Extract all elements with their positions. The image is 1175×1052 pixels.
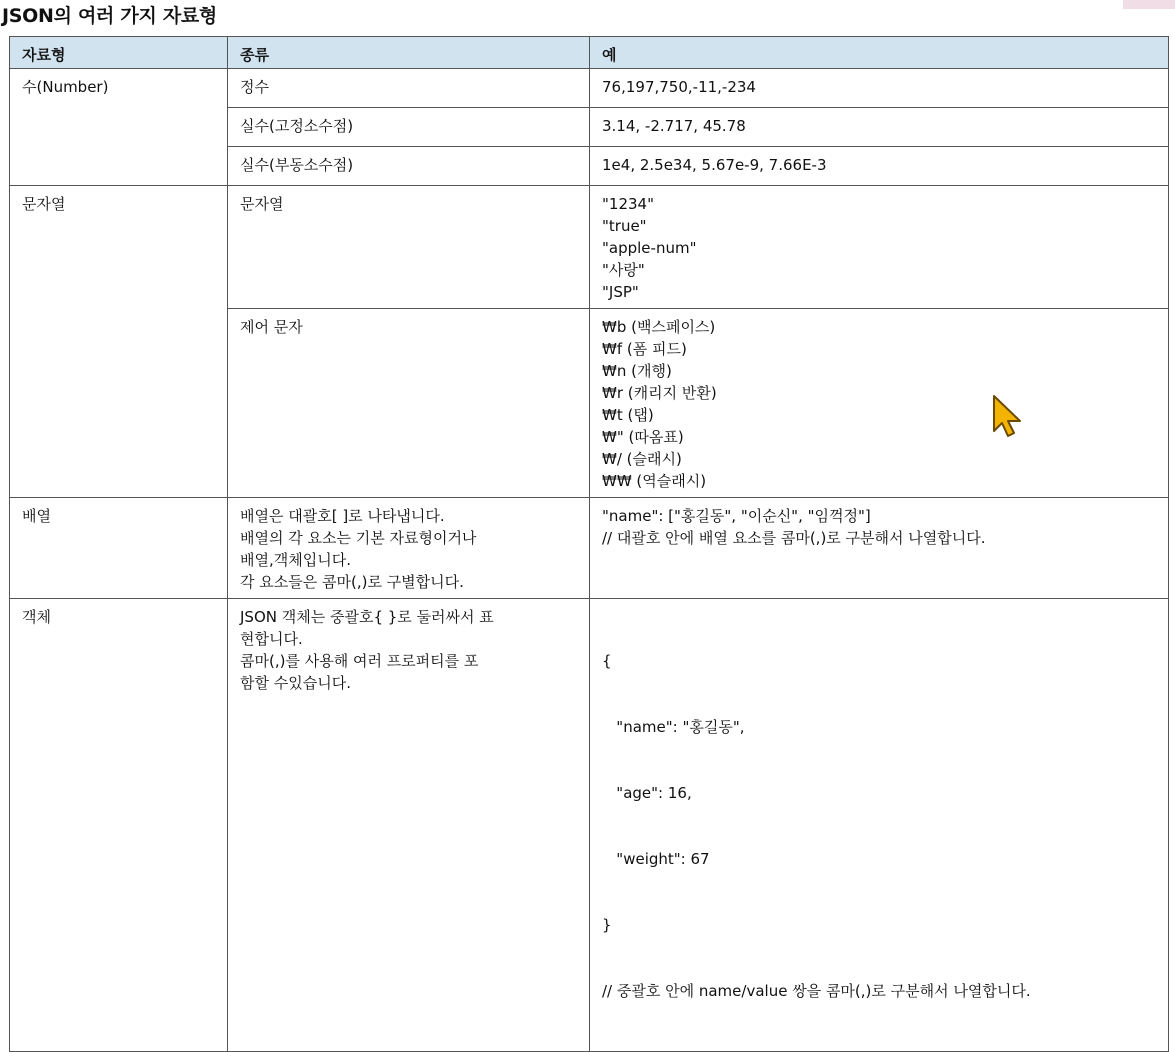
table-row xyxy=(10,186,1169,309)
example-string xyxy=(590,186,1169,309)
desc-line: 함할 수있습니다. xyxy=(240,674,351,692)
table-row xyxy=(10,498,1169,599)
example-line: "사랑" xyxy=(602,261,645,279)
desc-line: 각 요소들은 콤마(,)로 구별합니다. xyxy=(240,573,464,591)
kind-floating-point: 실수(부동소수점) xyxy=(228,147,590,186)
example-object xyxy=(590,599,1169,1052)
type-array: 배열 xyxy=(10,498,228,599)
desc-array xyxy=(228,498,590,599)
example-line: ₩t (탭) xyxy=(602,406,654,424)
example-control-char xyxy=(590,309,1169,498)
desc-object xyxy=(228,599,590,1052)
type-object: 객체 xyxy=(10,599,228,1052)
example-line: ₩/ (슬래시) xyxy=(602,450,682,468)
example-line: ₩f (폼 피드) xyxy=(602,340,687,358)
example-line: "age": 16, xyxy=(602,784,692,802)
desc-line: JSON 객체는 중괄호{ }로 둘러싸서 표 xyxy=(240,608,494,626)
type-string: 문자열 xyxy=(10,186,228,498)
example-line: "name": ["홍길동", "이순신", "임꺽정"] xyxy=(602,507,871,525)
example-line: ₩" (따옴표) xyxy=(602,428,684,446)
header-row xyxy=(10,37,1169,69)
table-row xyxy=(10,599,1169,1052)
example-integer: 76,197,750,-11,-234 xyxy=(590,69,1169,108)
example-line: { xyxy=(602,652,612,670)
example-line: // 중괄호 안에 name/value 쌍을 콤마(,)로 구분해서 나열합니다. xyxy=(602,982,1031,1000)
example-line: "1234" xyxy=(602,195,654,213)
kind-control-char: 제어 문자 xyxy=(228,309,590,498)
header-kind: 종류 xyxy=(228,37,590,69)
kind-integer: 정수 xyxy=(228,69,590,108)
example-line: ₩n (개행) xyxy=(602,362,672,380)
example-line: ₩r (캐리지 반환) xyxy=(602,384,717,402)
example-line: ₩₩ (역슬래시) xyxy=(602,472,707,490)
example-line: "name": "홍길동", xyxy=(602,718,745,736)
desc-line: 현합니다. xyxy=(240,630,303,648)
table-row xyxy=(10,69,1169,108)
example-fixed-point: 3.14, -2.717, 45.78 xyxy=(590,108,1169,147)
example-array xyxy=(590,498,1169,599)
example-line: "weight": 67 xyxy=(602,850,710,868)
example-floating-point: 1e4, 2.5e34, 5.67e-9, 7.66E-3 xyxy=(590,147,1169,186)
json-types-table xyxy=(9,36,1169,1052)
header-example: 예 xyxy=(590,37,1169,69)
corner-decoration xyxy=(1123,0,1175,9)
example-line: "JSP" xyxy=(602,283,639,301)
kind-fixed-point: 실수(고정소수점) xyxy=(228,108,590,147)
example-line: // 대괄호 안에 배열 요소를 콤마(,)로 구분해서 나열합니다. xyxy=(602,529,986,547)
desc-line: 배열은 대괄호[ ]로 나타냅니다. xyxy=(240,507,445,525)
example-line: ₩b (백스페이스) xyxy=(602,318,716,336)
desc-line: 배열의 각 요소는 기본 자료형이거나 xyxy=(240,529,477,547)
example-line: } xyxy=(602,916,612,934)
type-number: 수(Number) xyxy=(10,69,228,186)
example-line: "apple-num" xyxy=(602,239,697,257)
example-line: "true" xyxy=(602,217,647,235)
desc-line: 콤마(,)를 사용해 여러 프로퍼티를 포 xyxy=(240,652,479,670)
mouse-pointer-icon xyxy=(991,393,1025,439)
kind-string: 문자열 xyxy=(228,186,590,309)
header-type: 자료형 xyxy=(10,37,228,69)
desc-line: 배열,객체입니다. xyxy=(240,551,351,569)
page-title: JSON의 여러 가지 자료형 xyxy=(2,5,217,27)
